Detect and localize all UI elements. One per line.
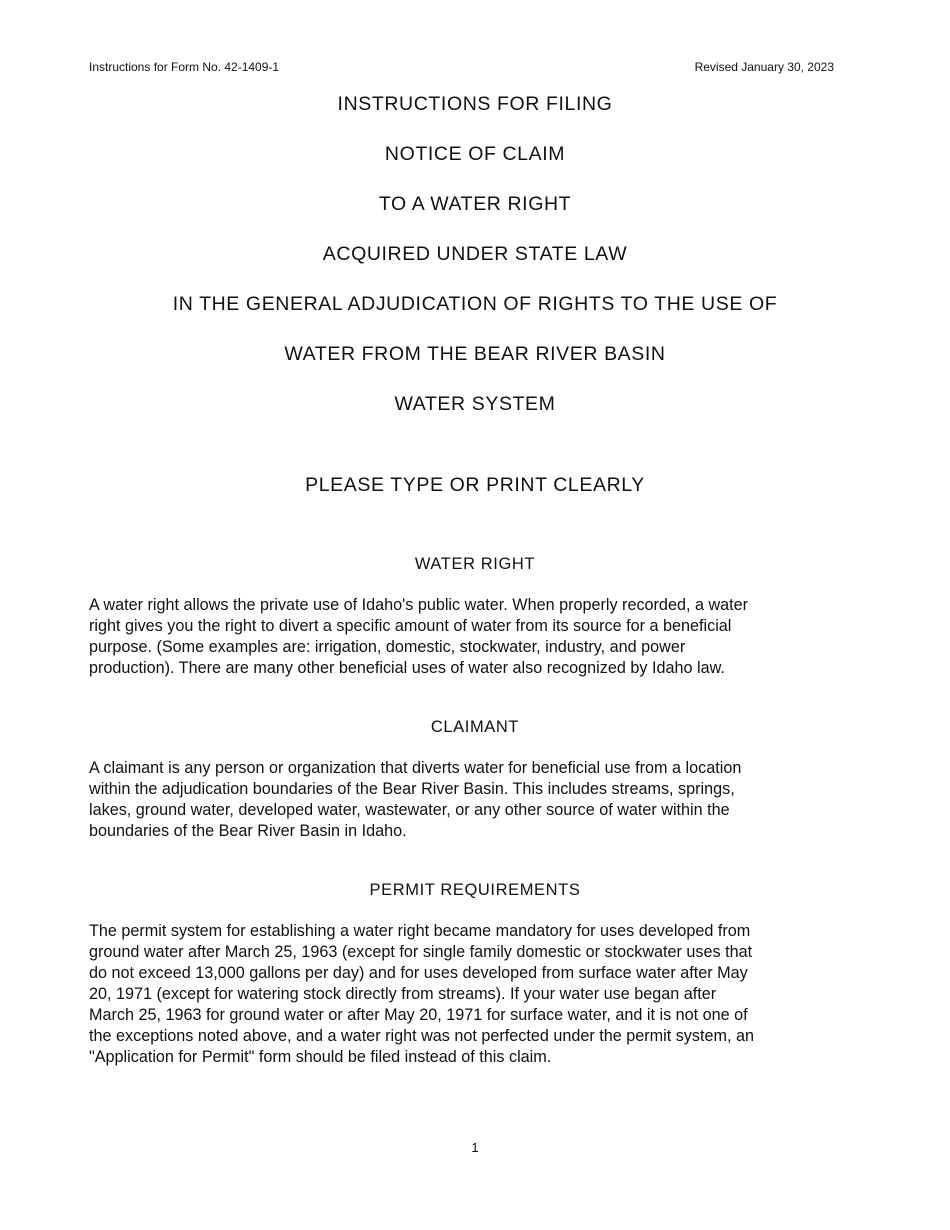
text-line: boundaries of the Bear River Basin in Idaho. — [89, 822, 407, 840]
form-number: Instructions for Form No. 42-1409-1 — [89, 60, 280, 74]
text-line: The permit system for establishing a water right became mandatory for uses developed from — [89, 922, 751, 940]
text-line: 20, 1971 (except for watering stock directly from streams). If your water use began after — [89, 985, 717, 1003]
claimant-paragraph — [89, 758, 869, 842]
title-line: WATER SYSTEM — [394, 393, 556, 415]
section-heading-claimant: CLAIMANT — [430, 718, 520, 736]
text-line: A water right allows the private use of Idaho's public water. When properly recorded, a water — [89, 596, 749, 614]
revised-date: Revised January 30, 2023 — [694, 60, 834, 74]
text-line: within the adjudication boundaries of the Bear River Basin. This includes streams, springs, — [89, 780, 735, 798]
text-line: lakes, ground water, developed water, wastewater, or any other source of water within the — [89, 801, 730, 819]
title-line: IN THE GENERAL ADJUDICATION OF RIGHTS TO THE USE OF — [172, 293, 778, 315]
text-line: A claimant is any person or organization that diverts water for beneficial use from a location — [89, 759, 742, 777]
water-right-paragraph — [89, 595, 869, 679]
text-line: ground water after March 25, 1963 (except for single family domestic or stockwater uses that — [89, 943, 753, 961]
text-line: "Application for Permit" form should be filed instead of this claim. — [89, 1048, 552, 1066]
text-line: the exceptions noted above, and a water right was not perfected under the permit system, an — [89, 1027, 754, 1045]
text-line: production). There are many other beneficial uses of water also recognized by Idaho law. — [89, 659, 725, 677]
print-clearly-notice: PLEASE TYPE OR PRINT CLEARLY — [305, 474, 645, 496]
section-heading-water-right: WATER RIGHT — [414, 555, 536, 573]
title-line: ACQUIRED UNDER STATE LAW — [322, 243, 628, 265]
text-line: do not exceed 13,000 gallons per day) and for uses developed from surface water after May — [89, 964, 748, 982]
title-line: NOTICE OF CLAIM — [384, 143, 566, 165]
text-line: purpose. (Some examples are: irrigation, domestic, stockwater, industry, and power — [89, 638, 686, 656]
text-line: right gives you the right to divert a specific amount of water from its source for a beneficial — [89, 617, 732, 635]
title-line: WATER FROM THE BEAR RIVER BASIN — [284, 343, 666, 365]
page-number: 1 — [471, 1140, 479, 1155]
title-line: INSTRUCTIONS FOR FILING — [337, 93, 613, 115]
title-line: TO A WATER RIGHT — [378, 193, 572, 215]
section-heading-permit-requirements: PERMIT REQUIREMENTS — [369, 881, 581, 899]
text-line: March 25, 1963 for ground water or after May 20, 1971 for surface water, and it is not one of — [89, 1006, 748, 1024]
permit-requirements-paragraph — [89, 921, 869, 1068]
